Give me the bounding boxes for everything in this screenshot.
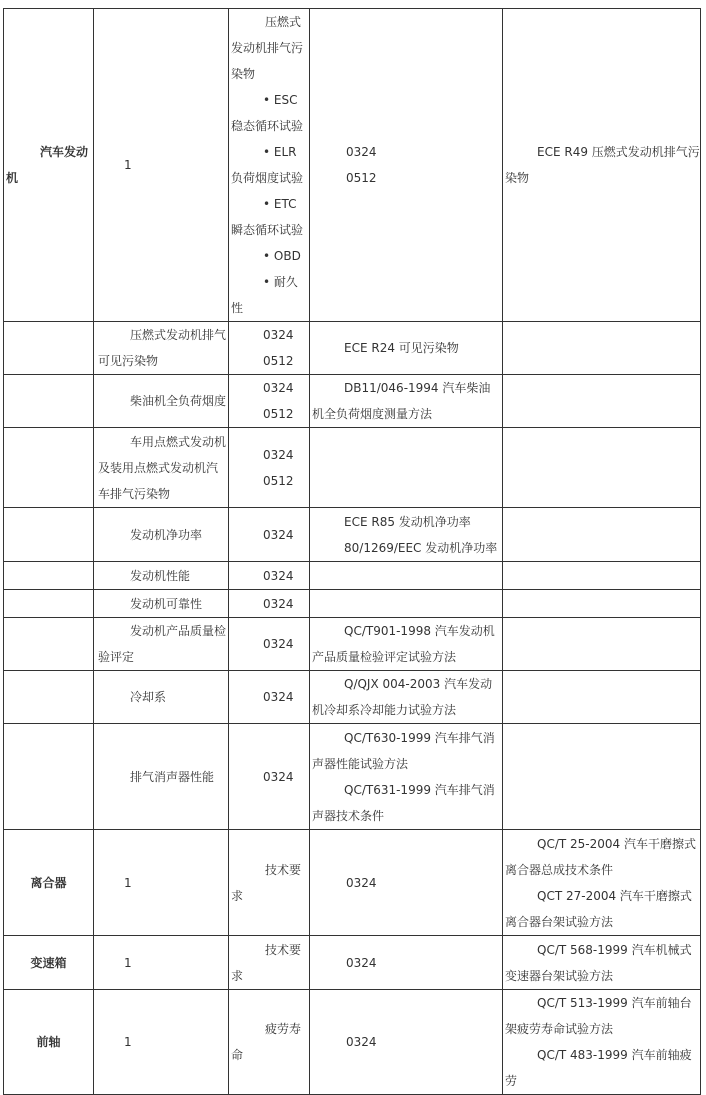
standards-table (3, 8, 701, 1095)
empty-cell (310, 590, 503, 618)
row-number: 1 (94, 830, 229, 936)
table-row (4, 671, 701, 724)
category-cell-clutch: 离合器 (4, 830, 94, 936)
test-item-cell: 压燃式发动机排气污染物 • ESC 稳态循环试验 • ELR 负荷烟度试验 • ETC 瞬态循环试验 • OBD • 耐久性 (229, 9, 310, 322)
empty-cell (503, 375, 701, 428)
empty-cell (503, 428, 701, 508)
code-cell: 0324 (229, 724, 310, 830)
test-item-cell: 疲劳寿命 (229, 990, 310, 1095)
table-row (4, 322, 701, 375)
empty-cell (310, 428, 503, 508)
table-row (4, 428, 701, 508)
empty-cell (4, 322, 94, 375)
empty-cell (4, 590, 94, 618)
table-row (4, 9, 701, 322)
table-row (4, 830, 701, 936)
test-item-cell: 冷却系 (94, 671, 229, 724)
empty-cell (503, 322, 701, 375)
standard-cell-2: ECE R49 压燃式发动机排气污染物 (503, 9, 701, 322)
standard-cell: QC/T901-1998 汽车发动机产品质量检验评定试验方法 (310, 618, 503, 671)
row-number: 1 (94, 9, 229, 322)
category-cell-gearbox: 变速箱 (4, 936, 94, 990)
code-cell: 0324 (310, 830, 503, 936)
code-cell: 0324 0512 (229, 428, 310, 508)
empty-cell (310, 562, 503, 590)
standard-cell-2: QC/T 25-2004 汽车干磨擦式离合器总成技术条件 QCT 27-2004 汽车干磨擦式离合器台架试验方法 (503, 830, 701, 936)
empty-cell (4, 618, 94, 671)
table-row (4, 990, 701, 1095)
empty-cell (4, 508, 94, 562)
test-item-cell: 技术要求 (229, 830, 310, 936)
empty-cell (503, 618, 701, 671)
standard-cell: Q/QJX 004-2003 汽车发动机冷却系冷却能力试验方法 (310, 671, 503, 724)
row-number: 1 (94, 936, 229, 990)
code-cell: 0324 (229, 590, 310, 618)
standard-cell: DB11/046-1994 汽车柴油机全负荷烟度测量方法 (310, 375, 503, 428)
empty-cell (503, 671, 701, 724)
test-item-cell: 发动机产品质量检验评定 (94, 618, 229, 671)
empty-cell (4, 375, 94, 428)
empty-cell (4, 562, 94, 590)
standard-cell: ECE R85 发动机净功率 80/1269/EEC 发动机净功率 (310, 508, 503, 562)
table-row (4, 562, 701, 590)
table-row (4, 375, 701, 428)
test-item-cell: 发动机性能 (94, 562, 229, 590)
code-cell: 0324 0512 (229, 375, 310, 428)
test-item-cell: 发动机可靠性 (94, 590, 229, 618)
test-item-cell: 排气消声器性能 (94, 724, 229, 830)
category-cell-front-axle: 前轴 (4, 990, 94, 1095)
table-row (4, 618, 701, 671)
test-item-cell: 车用点燃式发动机及装用点燃式发动机汽车排气污染物 (94, 428, 229, 508)
standard-cell-2: QC/T 568-1999 汽车机械式变速器台架试验方法 (503, 936, 701, 990)
empty-cell (503, 724, 701, 830)
row-number: 1 (94, 990, 229, 1095)
code-cell: 0324 (310, 990, 503, 1095)
code-cell: 0324 0512 (310, 9, 503, 322)
table-row (4, 724, 701, 830)
test-item-cell: 发动机净功率 (94, 508, 229, 562)
standard-cell-2: QC/T 513-1999 汽车前轴台架疲劳寿命试验方法 QC/T 483-1999 汽车前轴疲劳 (503, 990, 701, 1095)
empty-cell (4, 724, 94, 830)
empty-cell (4, 428, 94, 508)
code-cell: 0324 (310, 936, 503, 990)
code-cell: 0324 (229, 562, 310, 590)
standard-cell: QC/T630-1999 汽车排气消声器性能试验方法 QC/T631-1999 汽车排气消声器技术条件 (310, 724, 503, 830)
empty-cell (503, 562, 701, 590)
code-cell: 0324 (229, 508, 310, 562)
test-item-cell: 技术要求 (229, 936, 310, 990)
table-row (4, 508, 701, 562)
category-cell-engine: 汽车发动 机 (4, 9, 94, 322)
table-row (4, 590, 701, 618)
code-cell: 0324 0512 (229, 322, 310, 375)
empty-cell (503, 508, 701, 562)
empty-cell (4, 671, 94, 724)
test-item-cell: 柴油机全负荷烟度 (94, 375, 229, 428)
test-item-cell: 压燃式发动机排气可见污染物 (94, 322, 229, 375)
empty-cell (503, 590, 701, 618)
table-row (4, 936, 701, 990)
code-cell: 0324 (229, 671, 310, 724)
standard-cell: ECE R24 可见污染物 (310, 322, 503, 375)
code-cell: 0324 (229, 618, 310, 671)
